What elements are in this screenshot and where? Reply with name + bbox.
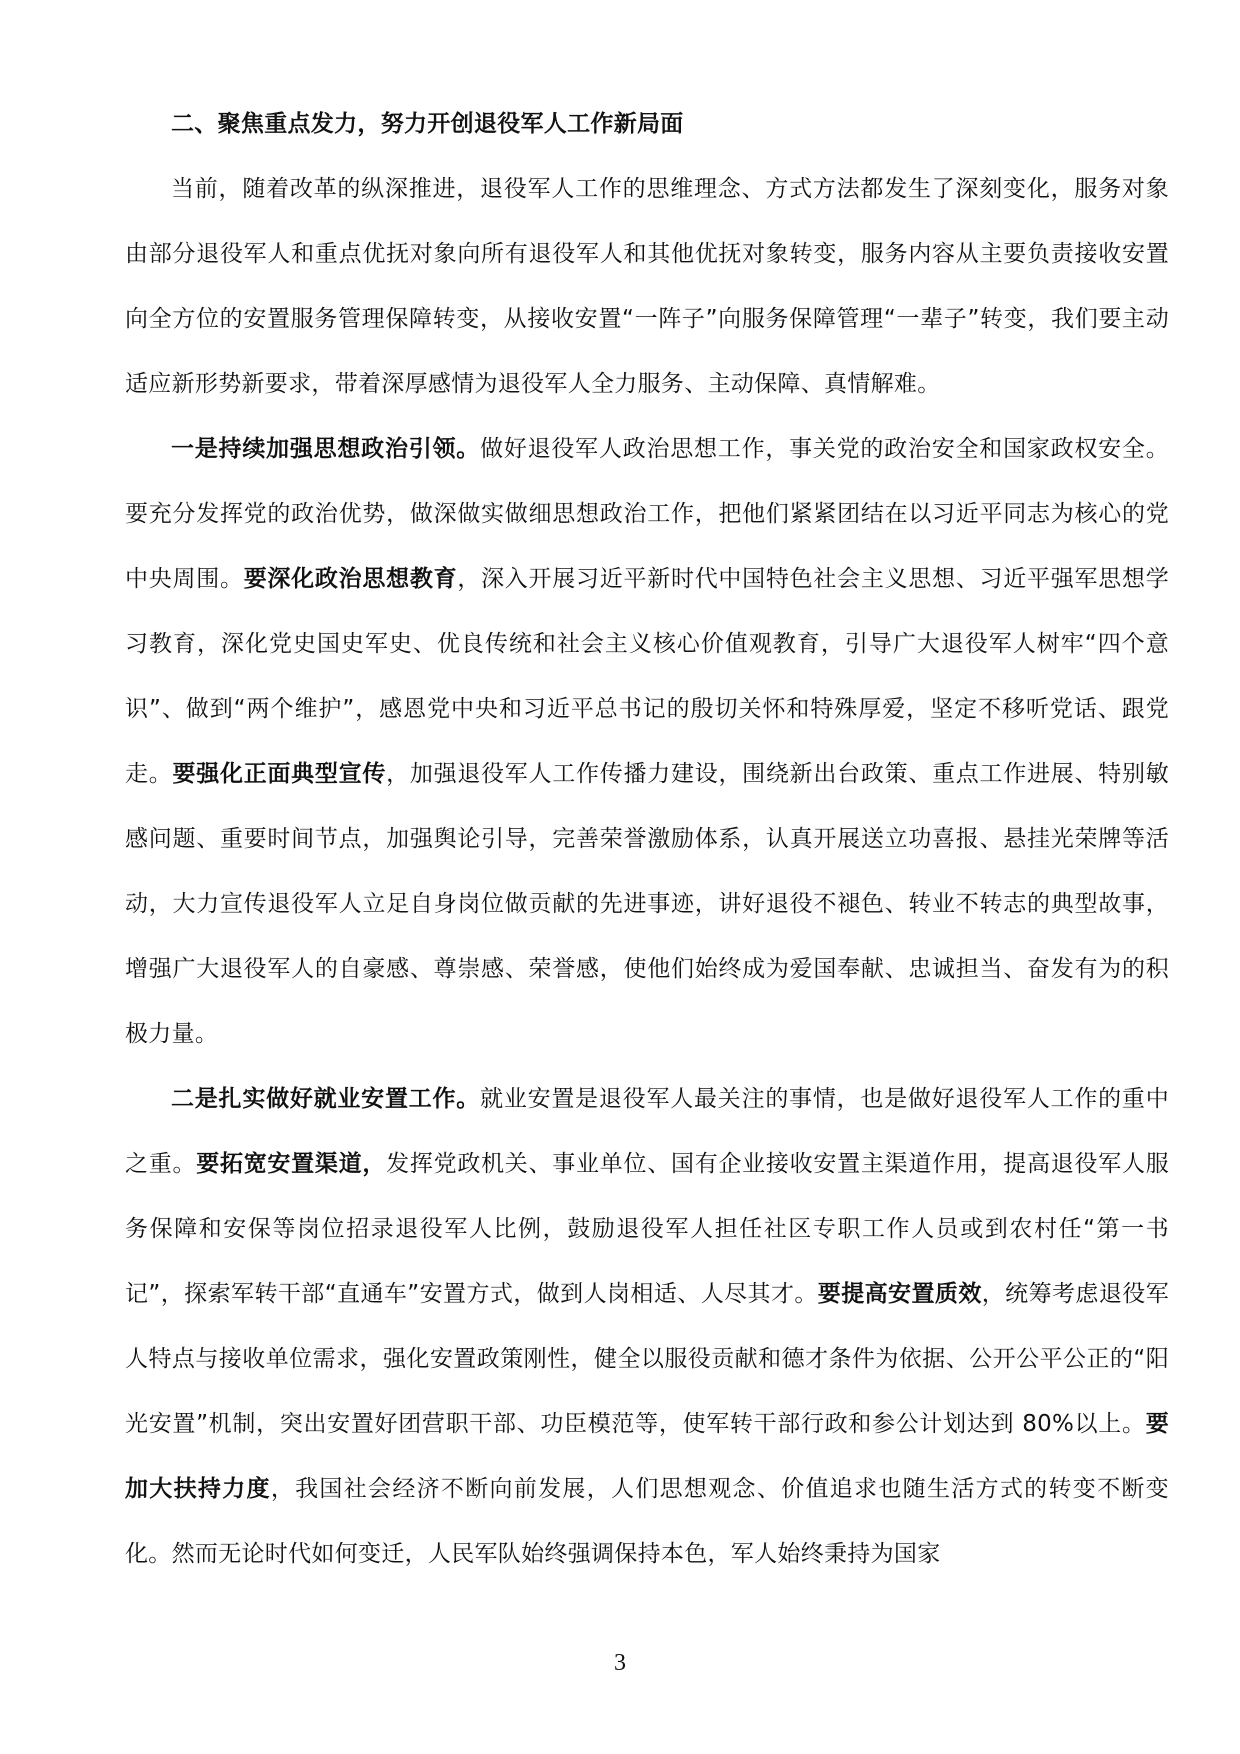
paragraph-2 [125, 417, 1169, 1067]
paragraph-1: 当前，随着改革的纵深推进，退役军人工作的思维理念、方式方法都发生了深刻变化，服务对象由部分退役军人和重点优抚对象向所有退役军人和其他优抚对象转变，服务内容从主要负责接收安置向全方位的安置服务管理保障转变，从接收安置“一阵子”向服务保障管理“一辈子”转变，我们要主动适应新形势新要求，带着深厚感情为退役军人全力服务、主动保障、真情解难。 [125, 176, 1169, 397]
paragraph-2-text-2: ，深入开展习近平新时代中国特色社会主义思想、习近平强军思想学习教育，深化党史国史军史、优良传统和社会主义核心价值观教育，引导广大退役军人树牢“四个意识”、做到“两个维护”，感恩党中央和习近平总书记的殷切关怀和特殊厚爱，坚定不移听党话、跟党走。 [125, 566, 1170, 787]
paragraph-3-text-3: ，统筹考虑退役军人特点与接收单位需求，强化安置政策刚性，健全以服役贡献和德才条件为依据、公开公平公正的“阳光安置”机制，突出安置好团营职干部、功臣模范等，使军转干部行政和参公计划达到 80%以上。 [125, 1281, 1169, 1437]
page-number: 3 [614, 1650, 626, 1676]
paragraph-3-text-2: 发挥党政机关、事业单位、国有企业接收安置主渠道作用，提高退役军人服务保障和安保等岗位招录退役军人比例，鼓励退役军人担任社区专职工作人员或到农村任“第一书记”，探索军转干部“直通车”安置方式，做到人岗相适、人尽其才。 [125, 1151, 1170, 1307]
paragraph-3-text-1: 就业安置是退役军人最关注的事情，也是做好退役军人工作的重中之重。 [125, 1086, 1170, 1177]
paragraph-3-bold-4: 要加大扶持力度 [125, 1411, 1169, 1502]
document-body [125, 92, 1169, 1587]
paragraph-2-text-3: ，加强退役军人工作传播力建设，围绕新出台政策、重点工作进展、特别敏感问题、重要时间节点，加强舆论引导，完善荣誉激励体系，认真开展送立功喜报、悬挂光荣牌等活动，大力宣传退役军人立足自身岗位做贡献的先进事迹，讲好退役不褪色、转业不转志的典型故事，增强广大退役军人的自豪感、尊崇感、荣誉感，使他们始终成为爱国奉献、忠诚担当、奋发有为的积极力量。 [125, 761, 1170, 1047]
paragraph-2-bold-3: 要强化正面典型宣传 [172, 761, 387, 787]
paragraph-3-lead: 二是扎实做好就业安置工作。 [171, 1086, 481, 1112]
paragraph-3-bold-2: 要拓宽安置渠道， [196, 1151, 387, 1177]
paragraph-2-lead: 一是持续加强思想政治引领。 [171, 436, 481, 462]
paragraph-3-bold-3: 要提高安置质效 [817, 1281, 982, 1307]
paragraph-2-bold-2: 要深化政治思想教育 [243, 566, 458, 592]
paragraph-3 [125, 1067, 1169, 1587]
paragraph-3-text-4: ，我国社会经济不断向前发展，人们思想观念、价值追求也随生活方式的转变不断变化。然而无论时代如何变迁，人民军队始终强调保持本色，军人始终秉持为国家 [125, 1476, 1169, 1567]
paragraph-2-text-1: 做好退役军人政治思想工作，事关党的政治安全和国家政权安全。要充分发挥党的政治优势，做深做实做细思想政治工作，把他们紧紧团结在以习近平同志为核心的党中央周围。 [125, 436, 1170, 592]
section-heading: 二、聚焦重点发力，努力开创退役军人工作新局面 [171, 111, 684, 137]
